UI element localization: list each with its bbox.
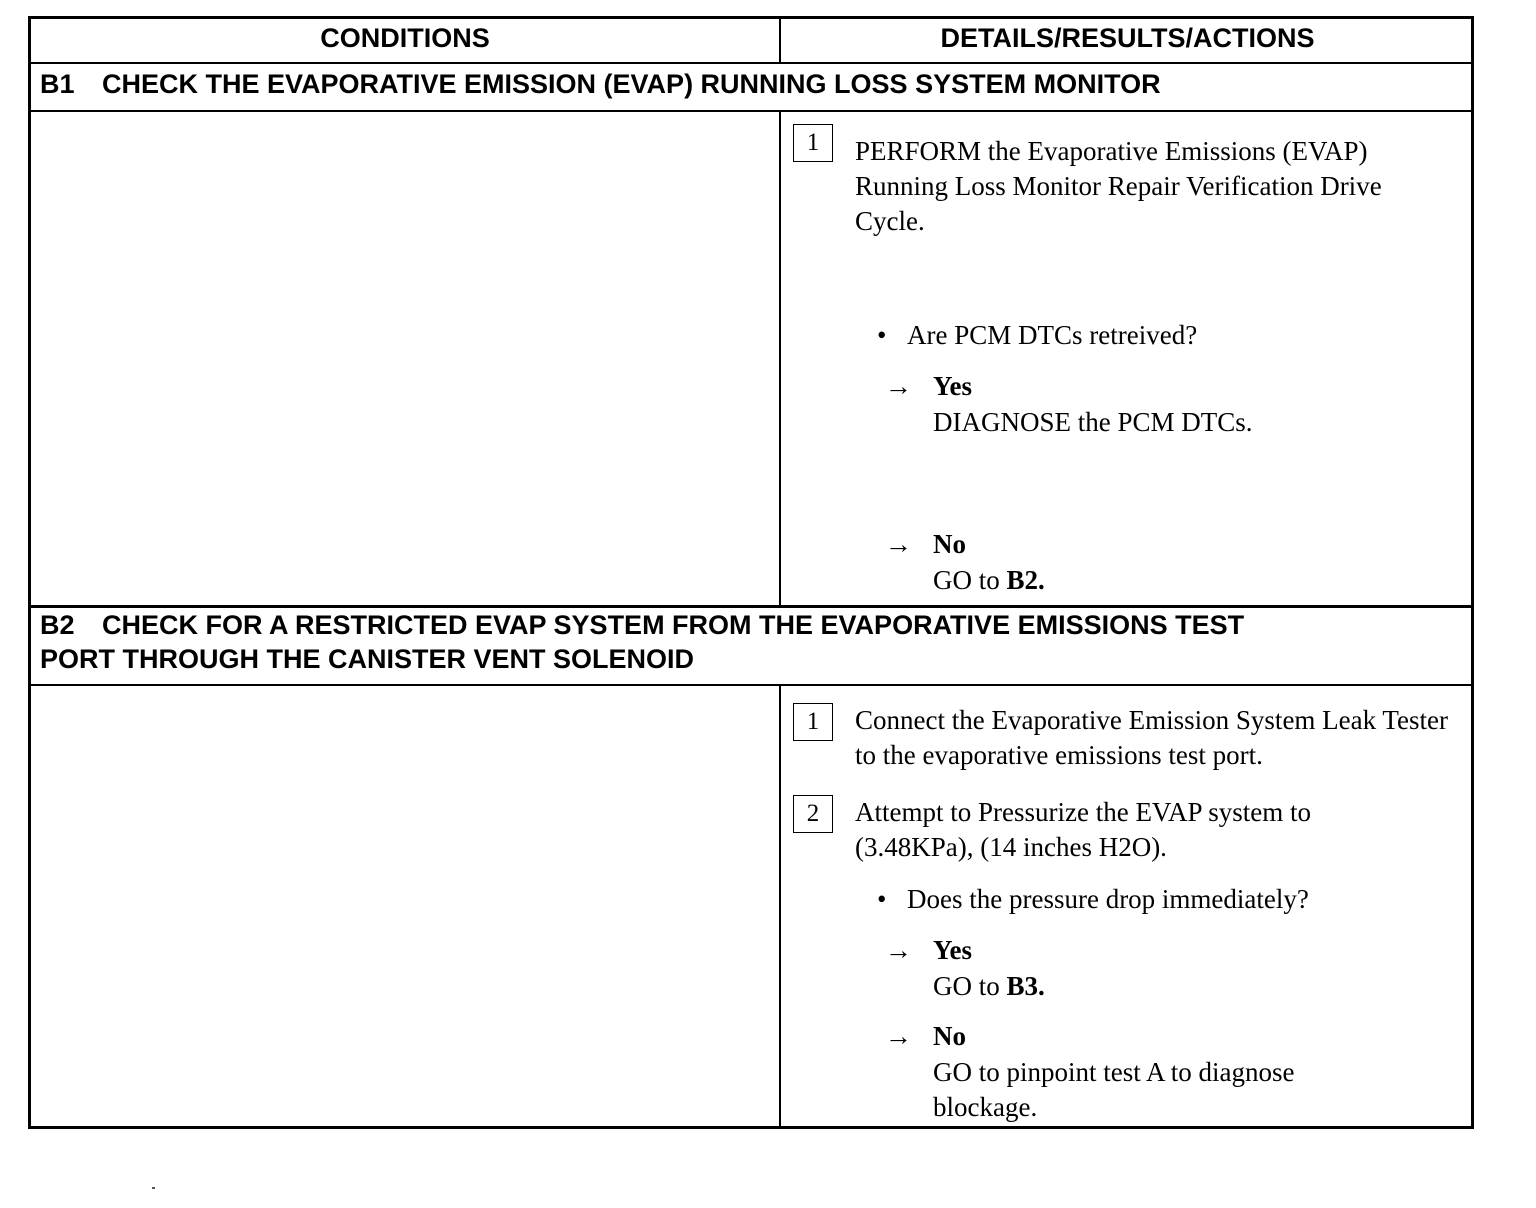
question-text: Does the pressure drop immediately? [907, 884, 1309, 914]
b1-code: B1 [40, 69, 75, 99]
b1-title: CHECK THE EVAPORATIVE EMISSION (EVAP) RUNNING LOSS SYSTEM MONITOR [102, 69, 1161, 99]
b2-code: B2 [40, 610, 75, 640]
yes-action: DIAGNOSE the PCM DTCs. [933, 407, 1253, 437]
b2-header-divider [31, 684, 1471, 686]
step-number-box: 1 [793, 703, 833, 741]
step-text: PERFORM the Evaporative Emissions (EVAP) Running Loss Monitor Repair Verification Drive Cycle. [855, 136, 1382, 236]
yes-action [933, 969, 1373, 1004]
arrow-right-icon: → [885, 1021, 912, 1051]
step-text: Connect the Evaporative Emission System Leak Tester to the evaporative emissions test port. [855, 705, 1448, 770]
arrow-right-icon: → [885, 529, 912, 559]
question-text: Are PCM DTCs retreived? [907, 320, 1198, 350]
arrow-right-icon: → [885, 371, 912, 401]
bullet-icon: • [877, 320, 887, 350]
no-label: No [933, 529, 966, 559]
yes-action-prefix: GO to [933, 971, 1007, 1001]
no-label: No [933, 1021, 966, 1051]
arrow-right-icon: → [885, 935, 912, 965]
b2-title-line-1: CHECK FOR A RESTRICTED EVAP SYSTEM FROM THE EVAPORATIVE EMISSIONS TEST [102, 610, 1245, 640]
b2-section-title [40, 608, 1244, 676]
yes-label: Yes [933, 935, 972, 965]
header-column-divider [779, 19, 781, 63]
no-action-prefix: GO to [933, 565, 1007, 595]
b1-column-divider [779, 111, 781, 606]
b1-header-divider [31, 110, 1471, 112]
bullet-icon: • [877, 884, 887, 914]
diagnostic-table [28, 16, 1474, 1129]
conditions-header: CONDITIONS [320, 23, 490, 53]
no-action: GO to pinpoint test A to diagnose blockage. [933, 1057, 1295, 1122]
no-action [933, 563, 1373, 598]
details-header: DETAILS/RESULTS/ACTIONS [940, 23, 1315, 53]
yes-action-reference: B3. [1006, 971, 1045, 1001]
step-number-box: 2 [793, 795, 833, 833]
b1-section-title [40, 67, 1161, 101]
header-divider [31, 62, 1471, 64]
b2-title-line-2: PORT THROUGH THE CANISTER VENT SOLENOID [40, 644, 695, 674]
scan-speck [152, 1187, 155, 1189]
b2-column-divider [779, 685, 781, 1129]
step-text: Attempt to Pressurize the EVAP system to (3.48KPa), (14 inches H2O). [855, 797, 1311, 862]
yes-label: Yes [933, 371, 972, 401]
no-action-reference: B2. [1006, 565, 1045, 595]
step-number-box: 1 [793, 124, 833, 162]
